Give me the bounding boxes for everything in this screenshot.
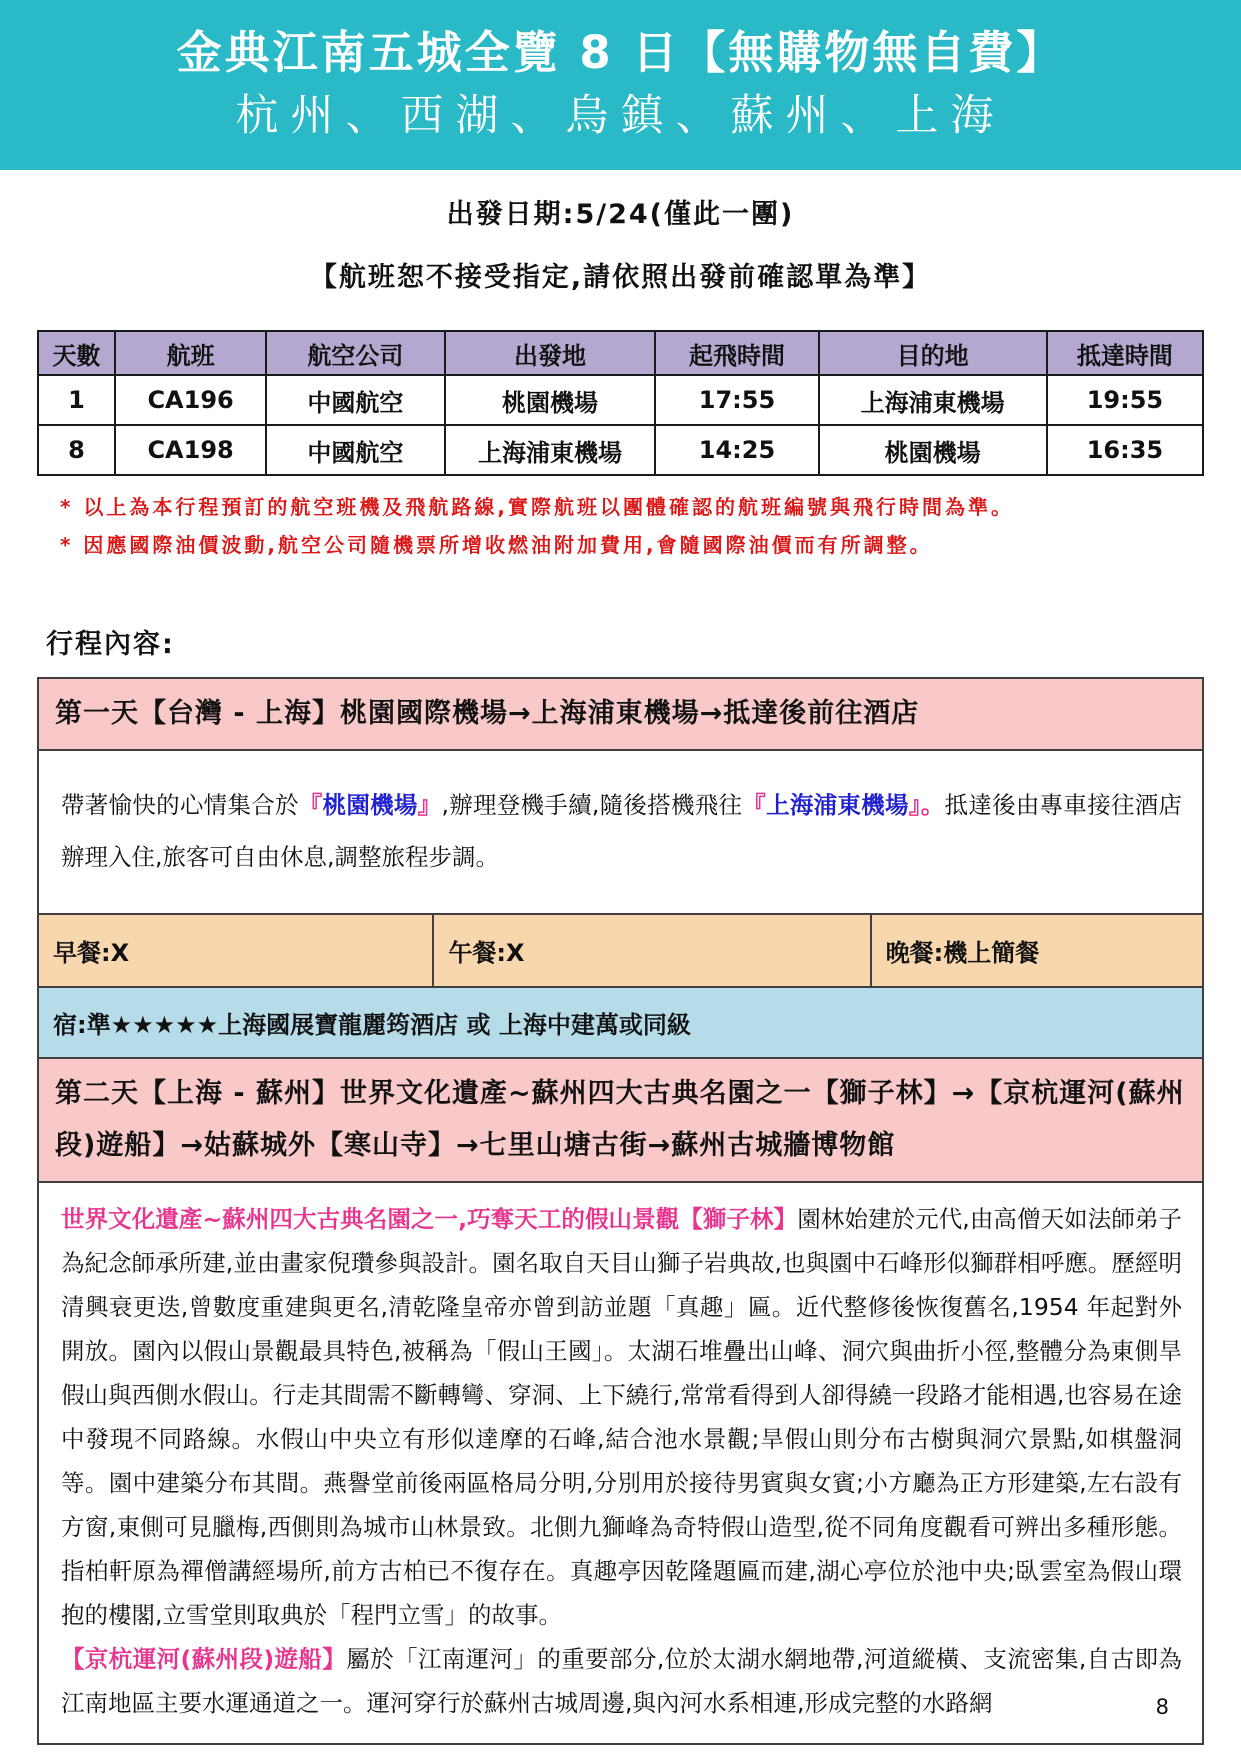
itinerary-box	[37, 677, 1204, 1745]
flight-cell: 上海浦東機場	[819, 375, 1047, 425]
text-segment: 桃園機場	[322, 791, 418, 819]
text-segment: ,辦理登機手續,隨後搭機飛往	[441, 791, 743, 819]
flight-table-header-row	[38, 331, 1203, 375]
flight-cell: 1	[38, 375, 115, 425]
flight-disclaimers	[60, 492, 1241, 560]
table-header-cell: 抵達時間	[1047, 331, 1203, 375]
text-segment: 』	[908, 791, 921, 819]
flight-table	[37, 330, 1204, 476]
meal-lunch: 午餐:X	[434, 915, 871, 986]
flight-cell: 桃園機場	[445, 375, 656, 425]
flight-cell: 中國航空	[266, 425, 444, 475]
flight-cell: 8	[38, 425, 115, 475]
day2-paragraph	[39, 1183, 1202, 1743]
title-banner	[0, 0, 1241, 170]
table-header-cell: 天數	[38, 331, 115, 375]
flight-cell: 中國航空	[266, 375, 444, 425]
table-header-cell: 航班	[115, 331, 266, 375]
flight-cell: 桃園機場	[819, 425, 1047, 475]
page-number: 8	[1155, 1695, 1169, 1719]
table-header-cell: 航空公司	[266, 331, 444, 375]
flight-table-body	[38, 375, 1203, 475]
text-segment: 上海浦東機場	[766, 791, 909, 819]
day1-banner: 第一天【台灣 - 上海】桃園國際機場→上海浦東機場→抵達後前往酒店	[39, 679, 1202, 751]
flight-row	[38, 375, 1203, 425]
itinerary-heading: 行程內容:	[46, 629, 175, 660]
flight-cell: CA196	[115, 375, 266, 425]
flight-cell: 19:55	[1047, 375, 1203, 425]
flight-cell: 上海浦東機場	[445, 425, 656, 475]
text-segment: 。	[920, 791, 945, 819]
text-segment: 帶著愉快的心情集合於	[61, 791, 299, 819]
text-segment: 抵達後由專車接往酒店辦理入住,旅客可自由休息,調整旅程步調。	[61, 791, 1183, 871]
meal-dinner: 晚餐:機上簡餐	[885, 939, 1040, 967]
flight-cell: 17:55	[655, 375, 818, 425]
disclaimer-note: * 以上為本行程預訂的航空班機及飛航路線,實際航班以團體確認的航班編號與飛行時間為準。	[60, 495, 1015, 519]
page-subtitle: 杭州、西湖、烏鎮、蘇州、上海	[235, 91, 1006, 141]
text-segment: 屬於「江南運河」的重要部分,位於太湖水網地帶,河道縱橫、支流密集,自古即為江南地區主要水運通道之一。運河穿行於蘇州古城周邊,與內河水系相連,形成完整的水路網	[61, 1645, 1182, 1717]
table-header-cell: 出發地	[445, 331, 656, 375]
day1-meal-row	[39, 915, 1202, 988]
day1-paragraph	[39, 751, 1202, 915]
meal-breakfast: 早餐:X	[39, 915, 434, 986]
table-header-cell: 起飛時間	[655, 331, 818, 375]
text-segment: 世界文化遺產~蘇州四大古典名園之一,巧奪天工的假山景觀【獅子林】	[61, 1205, 798, 1233]
day2-banner: 第二天【上海 - 蘇州】世界文化遺產~蘇州四大古典名園之一【獅子林】→【京杭運河(蘇州段)遊船】→姑蘇城外【寒山寺】→七里山塘古街→蘇州古城牆博物館	[39, 1059, 1202, 1183]
disclaimer-note: * 因應國際油價波動,航空公司隨機票所增收燃油附加費用,會隨國際油價而有所調整。	[60, 533, 933, 557]
day1-hotel: 宿:準★★★★★上海國展寶龍麗筠酒店 或 上海中建萬或同級	[39, 988, 1202, 1059]
text-segment: 『	[298, 791, 323, 819]
text-segment: 園林始建於元代,由高僧天如法師弟子為紀念師承所建,並由畫家倪瓚參與設計。園名取自天目山獅子岩典故,也與園中石峰形似獅群相呼應。歷經明清興衰更迭,曾數度重建與更名,清乾隆皇帝亦曾到訪並題「真趣」匾。近代整修後恢復舊名,1954 年起對外開放。園內以假山景觀最具特色,被稱為「假山王國」。太湖石堆疊出山峰、洞穴與曲折小徑,整體分為東側旱假山與西側水假山。行走其間需不斷轉彎、穿洞、上下繞行,常常看得到人卻得繞一段路才能相遇,也容易在途中發現不同路線。水假山中央立有形似達摩的石峰,結合池水景觀;旱假山則分布古樹與洞穴景點,如棋盤洞等。園中建築分布其間。燕譽堂前後兩區格局分明,分別用於接待男賓與女賓;小方廳為正方形建築,左右設有方窗,東側可見臘梅,西側則為城市山林景致。北側九獅峰為奇特假山造型,從不同角度觀看可辨出多種形態。指柏軒原為禪僧講經場所,前方古柏已不復存在。真趣亭因乾隆題匾而建,湖心亭位於池中央;臥雲室為假山環抱的樓閣,立雪堂則取典於「程門立雪」的故事。	[61, 1205, 1182, 1629]
flight-notice: 【航班恕不接受指定,請依照出發前確認單為準】	[309, 262, 932, 293]
departure-date: 出發日期:5/24(僅此一團)	[446, 199, 795, 230]
flight-row	[38, 425, 1203, 475]
text-segment: 『	[742, 791, 767, 819]
flight-cell: CA198	[115, 425, 266, 475]
table-header-cell: 目的地	[819, 331, 1047, 375]
flight-cell: 16:35	[1047, 425, 1203, 475]
flight-cell: 14:25	[655, 425, 818, 475]
text-segment: 【京杭運河(蘇州段)遊船】	[61, 1645, 347, 1673]
page-title: 金典江南五城全覽 8 日【無購物無自費】	[176, 26, 1065, 79]
text-segment: 』	[417, 791, 442, 819]
